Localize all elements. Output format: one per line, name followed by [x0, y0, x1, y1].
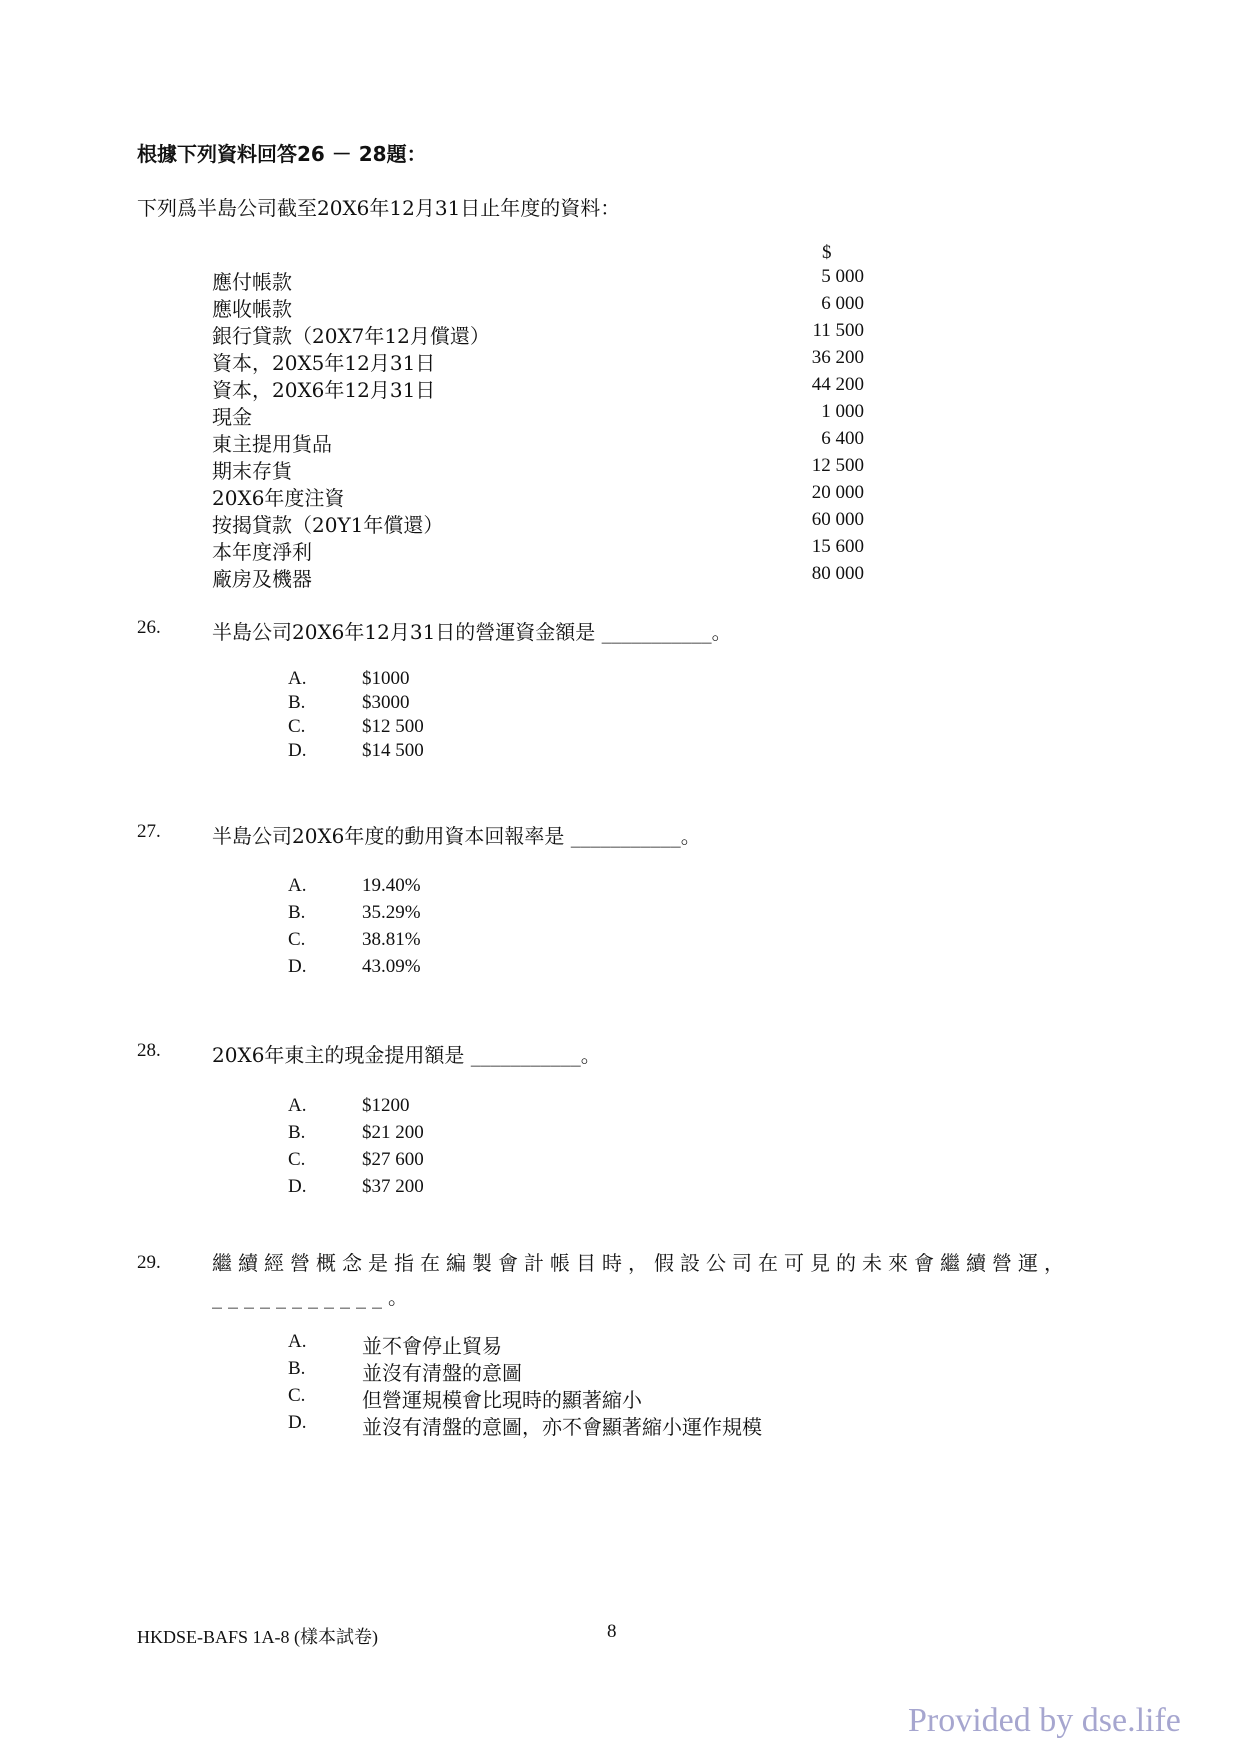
currency-header: $: [822, 242, 832, 263]
item-label: 東主提用貨品: [212, 432, 332, 456]
item-value: 1 000: [821, 401, 864, 422]
option-text: $12 500: [362, 716, 424, 737]
item-value: 44 200: [811, 374, 864, 395]
item-label: 現金: [212, 405, 252, 429]
item-label: 應收帳款: [212, 297, 292, 321]
question-number: 28.: [137, 1040, 161, 1061]
question-text: 20X6年東主的現金提用額是 ___________。: [212, 1043, 601, 1067]
item-value: 11 500: [812, 320, 864, 341]
item-value: 20 000: [811, 482, 864, 503]
option-text: 並不會停止貿易: [362, 1334, 502, 1358]
question-number: 27.: [137, 821, 161, 842]
option-text: 但營運規模會比現時的顯著縮小: [362, 1388, 642, 1412]
section-heading: 根據下列資料回答26 － 28題：: [137, 142, 427, 166]
question-number: 26.: [137, 617, 161, 638]
item-label: 應付帳款: [212, 270, 292, 294]
item-label: 資本，20X6年12月31日: [212, 378, 436, 402]
question-text: 半島公司20X6年12月31日的營運資金額是 ___________。: [212, 620, 732, 644]
item-label: 資本，20X5年12月31日: [212, 351, 436, 375]
option-letter: A.: [288, 1095, 307, 1116]
question-text: 繼續經營概念是指在編製會計帳目時，假設公司在可見的未來會繼續營運，___________。: [212, 1251, 1070, 1309]
question-text: 半島公司20X6年度的動用資本回報率是 ___________。: [212, 824, 701, 848]
option-text: $1200: [362, 1095, 410, 1116]
option-letter: B.: [288, 692, 306, 713]
item-value: 80 000: [811, 563, 864, 584]
intro-text: 下列爲半島公司截至20X6年12月31日止年度的資料：: [137, 196, 621, 220]
footer-paper-code: HKDSE-BAFS 1A-8 (樣本試卷): [137, 1627, 379, 1647]
option-letter: D.: [288, 1176, 307, 1197]
item-value: 5 000: [821, 266, 864, 287]
option-letter: B.: [288, 1122, 306, 1143]
option-letter: A.: [288, 668, 307, 689]
page-number: 8: [607, 1621, 617, 1642]
option-letter: A.: [288, 1331, 307, 1352]
item-value: 6 400: [821, 428, 864, 449]
option-letter: D.: [288, 1412, 307, 1433]
option-letter: D.: [288, 740, 307, 761]
option-text: 35.29%: [362, 902, 421, 923]
option-text: $37 200: [362, 1176, 424, 1197]
option-text: 19.40%: [362, 875, 421, 896]
option-letter: D.: [288, 956, 307, 977]
option-letter: C.: [288, 929, 306, 950]
item-label: 20X6年度注資: [212, 486, 345, 510]
option-letter: B.: [288, 1358, 306, 1379]
item-value: 12 500: [811, 455, 864, 476]
item-label: 本年度淨利: [212, 540, 312, 564]
item-label: 期末存貨: [212, 459, 292, 483]
item-value: 15 600: [811, 536, 864, 557]
option-text: 38.81%: [362, 929, 421, 950]
option-text: 43.09%: [362, 956, 421, 977]
option-letter: A.: [288, 875, 307, 896]
item-value: 60 000: [811, 509, 864, 530]
option-letter: C.: [288, 1385, 306, 1406]
item-label: 廠房及機器: [212, 567, 312, 591]
question-number: 29.: [137, 1252, 161, 1273]
option-text: $3000: [362, 692, 410, 713]
option-text: $21 200: [362, 1122, 424, 1143]
item-label: 銀行貸款（20X7年12月償還）: [212, 324, 490, 348]
option-letter: C.: [288, 1149, 306, 1170]
watermark: Provided by dse.life: [908, 1702, 1181, 1739]
option-text: $27 600: [362, 1149, 424, 1170]
option-text: $14 500: [362, 740, 424, 761]
option-letter: C.: [288, 716, 306, 737]
option-text: 並沒有清盤的意圖，亦不會顯著縮小運作規模: [362, 1415, 762, 1439]
option-text: 並沒有清盤的意圖: [362, 1361, 522, 1385]
item-value: 6 000: [821, 293, 864, 314]
item-label: 按揭貸款（20Y1年償還）: [212, 513, 444, 537]
option-letter: B.: [288, 902, 306, 923]
option-text: $1000: [362, 668, 410, 689]
item-value: 36 200: [811, 347, 864, 368]
